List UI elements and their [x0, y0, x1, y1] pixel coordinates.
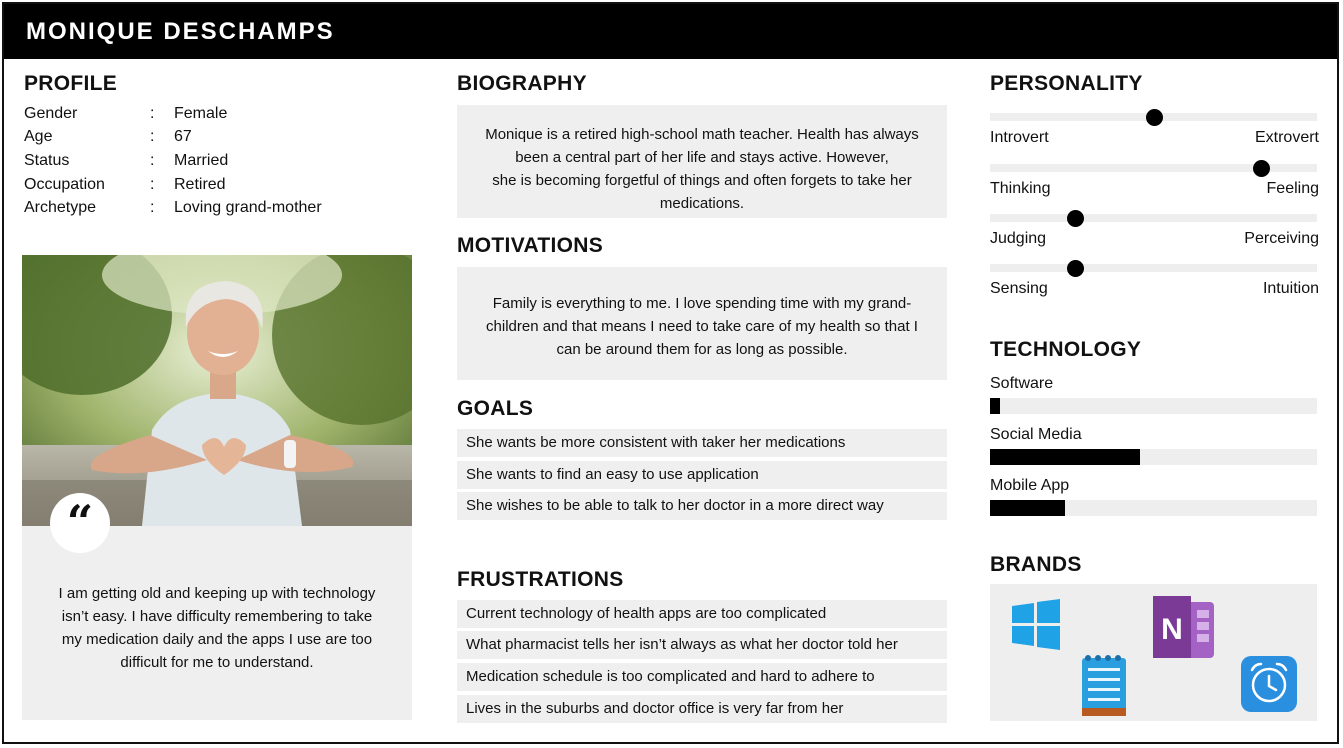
- profile-value: Married: [174, 152, 229, 169]
- frustration-item: Current technology of health apps are too complicated: [457, 600, 947, 628]
- onenote-letter: N: [1161, 613, 1183, 646]
- technology-label: Social Media: [990, 426, 1082, 443]
- technology-bar-fill: [990, 398, 1000, 414]
- goal-item: She wants to find an easy to use application: [457, 461, 947, 489]
- profile-row: [24, 128, 424, 150]
- technology-label: Software: [990, 375, 1054, 392]
- personality-left-label: Judging: [990, 230, 1047, 247]
- frustrations-heading: FRUSTRATIONS: [457, 568, 624, 591]
- text-line: I am getting old and keeping up with technology: [58, 585, 376, 602]
- profile-label: Gender: [24, 105, 78, 122]
- technology-heading: TECHNOLOGY: [990, 338, 1142, 361]
- text-line: isn’t easy. I have difficulty remembering to take: [61, 608, 373, 625]
- frustration-item: Medication schedule is too complicated and hard to adhere to: [457, 663, 947, 691]
- profile-separator: :: [150, 176, 155, 193]
- profile-row: [24, 105, 424, 127]
- persona-name: MONIQUE DESCHAMPS: [26, 18, 335, 45]
- frustration-item: What pharmacist tells her isn’t always as what her doctor told her: [457, 631, 947, 659]
- profile-value: Female: [174, 105, 228, 122]
- quote-box: [22, 526, 412, 720]
- profile-separator: :: [150, 199, 155, 216]
- technology-bar-fill: [990, 500, 1065, 516]
- onenote-logo: [1153, 596, 1214, 658]
- profile-row: [24, 152, 424, 174]
- profile-value: Loving grand-mother: [174, 199, 322, 216]
- text-line: she is becoming forgetful of things and often forgets to take her: [492, 172, 912, 189]
- profile-label: Status: [24, 152, 70, 169]
- quote-badge: [50, 493, 110, 553]
- text-line: been a central part of her life and stays active. However,: [515, 149, 889, 166]
- brands-heading: BRANDS: [990, 553, 1082, 576]
- goals-heading: GOALS: [457, 397, 534, 420]
- personality-left-label: Introvert: [990, 129, 1049, 146]
- technology-bar: [990, 449, 1317, 465]
- profile-separator: :: [150, 128, 155, 145]
- persona-photo: [22, 255, 412, 526]
- text-line: Family is everything to me. I love spending time with my grand-: [492, 295, 912, 312]
- personality-right-label: Perceiving: [1244, 230, 1319, 247]
- personality-marker: [1146, 109, 1163, 126]
- text-line: can be around them for as long as possible.: [556, 341, 848, 358]
- notepad-logo: [1082, 655, 1126, 716]
- personality-track: [990, 264, 1317, 272]
- personality-right-label: Extrovert: [1254, 129, 1319, 146]
- personality-left-label: Thinking: [990, 180, 1051, 197]
- windows-logo: [1012, 599, 1060, 650]
- profile-label: Occupation: [24, 176, 105, 193]
- text-line: my medication daily and the apps I use are too: [61, 631, 373, 648]
- personality-marker: [1067, 260, 1084, 277]
- biography-text: [465, 123, 939, 215]
- personality-left-label: Sensing: [990, 280, 1048, 297]
- motivations-heading: MOTIVATIONS: [457, 234, 604, 257]
- personality-marker: [1253, 160, 1270, 177]
- alarm-clock-logo: [1241, 656, 1297, 712]
- profile-label: Age: [24, 128, 53, 145]
- profile-row: [24, 176, 424, 198]
- text-line: medications.: [659, 195, 745, 212]
- motivations-text: [465, 292, 939, 361]
- goal-item: She wishes to be able to talk to her doctor in a more direct way: [457, 492, 947, 520]
- profile-value: 67: [174, 128, 192, 145]
- profile-value: Retired: [174, 176, 226, 193]
- personality-heading: PERSONALITY: [990, 72, 1143, 95]
- text-line: difficult for me to understand.: [120, 654, 314, 671]
- biography-heading: BIOGRAPHY: [457, 72, 587, 95]
- profile-label: Archetype: [24, 199, 97, 216]
- technology-bar-fill: [990, 449, 1140, 465]
- profile-separator: :: [150, 105, 155, 122]
- personality-track: [990, 164, 1317, 172]
- personality-track: [990, 113, 1317, 121]
- brands-panel: [990, 584, 1317, 721]
- text-line: Monique is a retired high-school math teacher. Health has always: [485, 126, 919, 143]
- profile-separator: :: [150, 152, 155, 169]
- frustration-item: Lives in the suburbs and doctor office is very far from her: [457, 695, 947, 723]
- technology-bar: [990, 500, 1317, 516]
- quote-text: [30, 582, 404, 674]
- technology-label: Mobile App: [990, 477, 1070, 494]
- personality-right-label: Intuition: [1262, 280, 1319, 297]
- quote-icon: “: [66, 495, 94, 549]
- personality-track: [990, 214, 1317, 222]
- motivations-box: [457, 267, 947, 380]
- biography-box: [457, 105, 947, 218]
- personality-marker: [1067, 210, 1084, 227]
- goal-item: She wants be more consistent with taker her medications: [457, 429, 947, 457]
- profile-heading: PROFILE: [24, 72, 118, 95]
- text-line: children and that means I need to take care of my health so that I: [486, 318, 918, 335]
- header-bar: [4, 4, 1337, 59]
- personality-right-label: Feeling: [1266, 180, 1319, 197]
- technology-bar: [990, 398, 1317, 414]
- profile-row: [24, 199, 424, 221]
